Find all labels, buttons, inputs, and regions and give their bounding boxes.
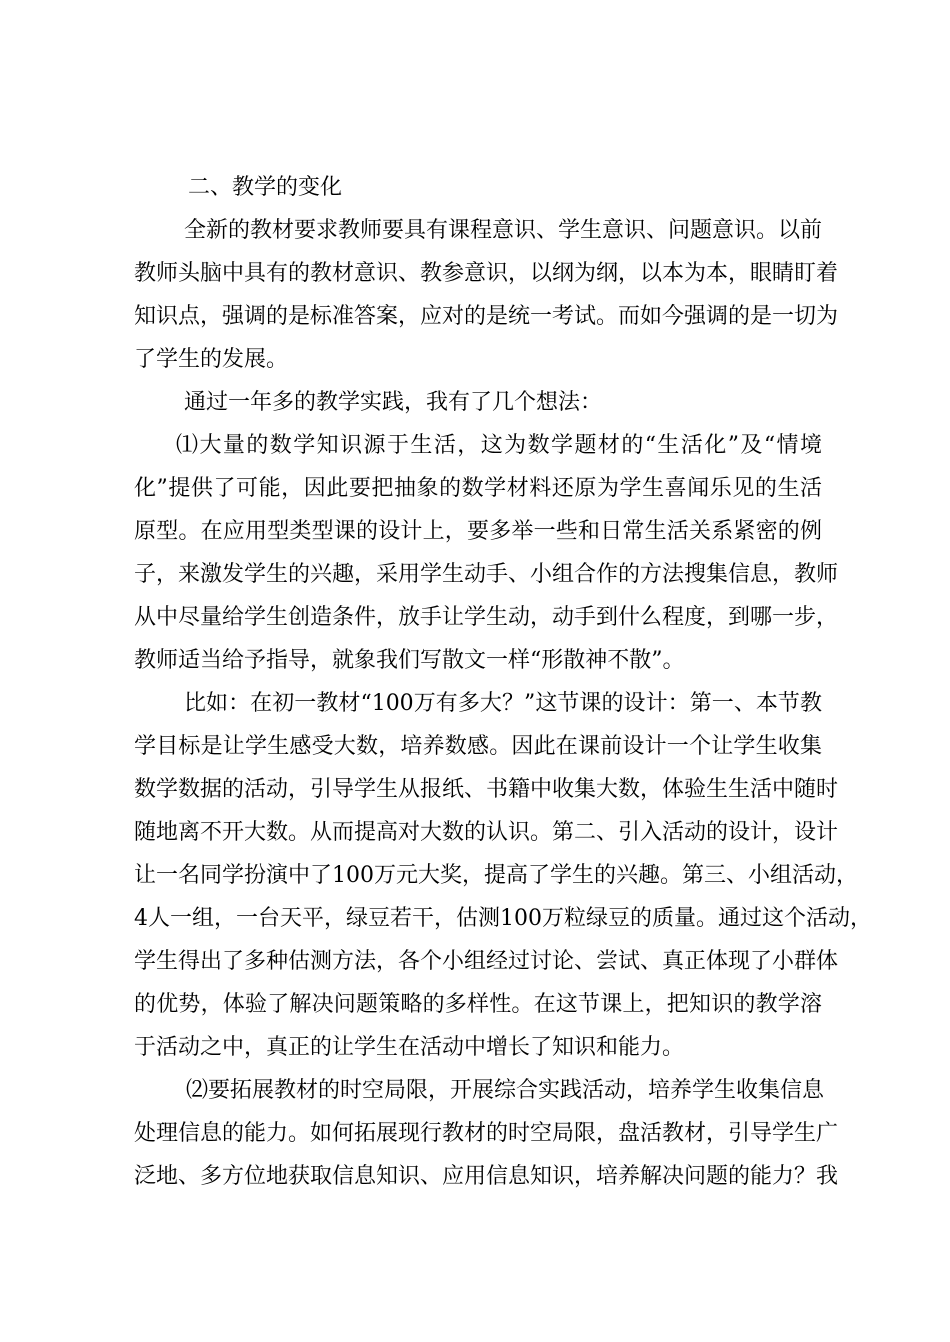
- text-line: 泛地、多方位地获取信息知识、应用信息知识，培养解决问题的能力？我: [134, 1164, 839, 1189]
- text-line: 了学生的发展。: [134, 347, 289, 372]
- text-line: ⑴大量的数学知识源于生活，这为数学题材的“生活化”及“情境: [176, 433, 822, 458]
- text-line: ⑵要拓展教材的时空局限，开展综合实践活动，培养学生收集信息: [186, 1078, 825, 1103]
- text-line: 数学数据的活动，引导学生从报纸、书籍中收集大数，体验生生活中随时: [134, 777, 839, 802]
- paragraph-practice-thoughts: [134, 381, 822, 424]
- text-line: 学目标是让学生感受大数，培养数感。因此在课前设计一个让学生收集: [134, 734, 822, 759]
- text-line: 随地离不开大数。从而提高对大数的认识。第二、引入活动的设计，设计: [134, 820, 839, 845]
- paragraph-example: [134, 682, 872, 1069]
- text-line: 子，来激发学生的兴趣，采用学生动手、小组合作的方法搜集信息，教师: [134, 562, 839, 587]
- paragraph-point-1: [134, 424, 839, 682]
- text-line: 教师适当给予指导，就象我们写散文一样“形散神不散”。: [134, 648, 685, 673]
- document-page: [134, 166, 872, 1198]
- paragraph-curriculum-awareness: [134, 209, 839, 381]
- paragraph-point-2: [134, 1069, 839, 1198]
- text-line: 从中尽量给学生创造条件，放手让学生动，动手到什么程度，到哪一步，: [134, 605, 839, 630]
- text-line: 比如：在初一教材“100万有多大？”这节课的设计：第一、本节教: [184, 691, 822, 716]
- text-line: 学生得出了多种估测方法，各个小组经过讨论、尝试、真正体现了小群体: [134, 949, 839, 974]
- text-line: 于活动之中，真正的让学生在活动中增长了知识和能力。: [134, 1035, 685, 1060]
- text-line: 4人一组，一台天平，绿豆若干，估测100万粒绿豆的质量。通过这个活动，: [134, 906, 872, 931]
- text-line: 让一名同学扮演中了100万元大奖，提高了学生的兴趣。第三、小组活动，: [134, 863, 858, 888]
- text-line: 教师头脑中具有的教材意识、教参意识，以纲为纲，以本为本，眼睛盯着: [134, 261, 839, 286]
- text-line: 全新的教材要求教师要具有课程意识、学生意识、问题意识。以前: [184, 218, 823, 243]
- section-heading: 二、教学的变化: [188, 175, 343, 200]
- text-line: 的优势，体验了解决问题策略的多样性。在这节课上，把知识的教学溶: [134, 992, 822, 1017]
- text-line: 原型。在应用型类型课的设计上，要多举一些和日常生活关系紧密的例: [134, 519, 822, 544]
- text-line: 处理信息的能力。如何拓展现行教材的时空局限，盘活教材，引导学生广: [134, 1121, 839, 1146]
- text-line: 化”提供了可能，因此要把抽象的数学材料还原为学生喜闻乐见的生活: [134, 476, 822, 501]
- text-line: 知识点，强调的是标准答案，应对的是统一考试。而如今强调的是一切为: [134, 304, 839, 329]
- text-line: 通过一年多的教学实践，我有了几个想法：: [184, 390, 603, 415]
